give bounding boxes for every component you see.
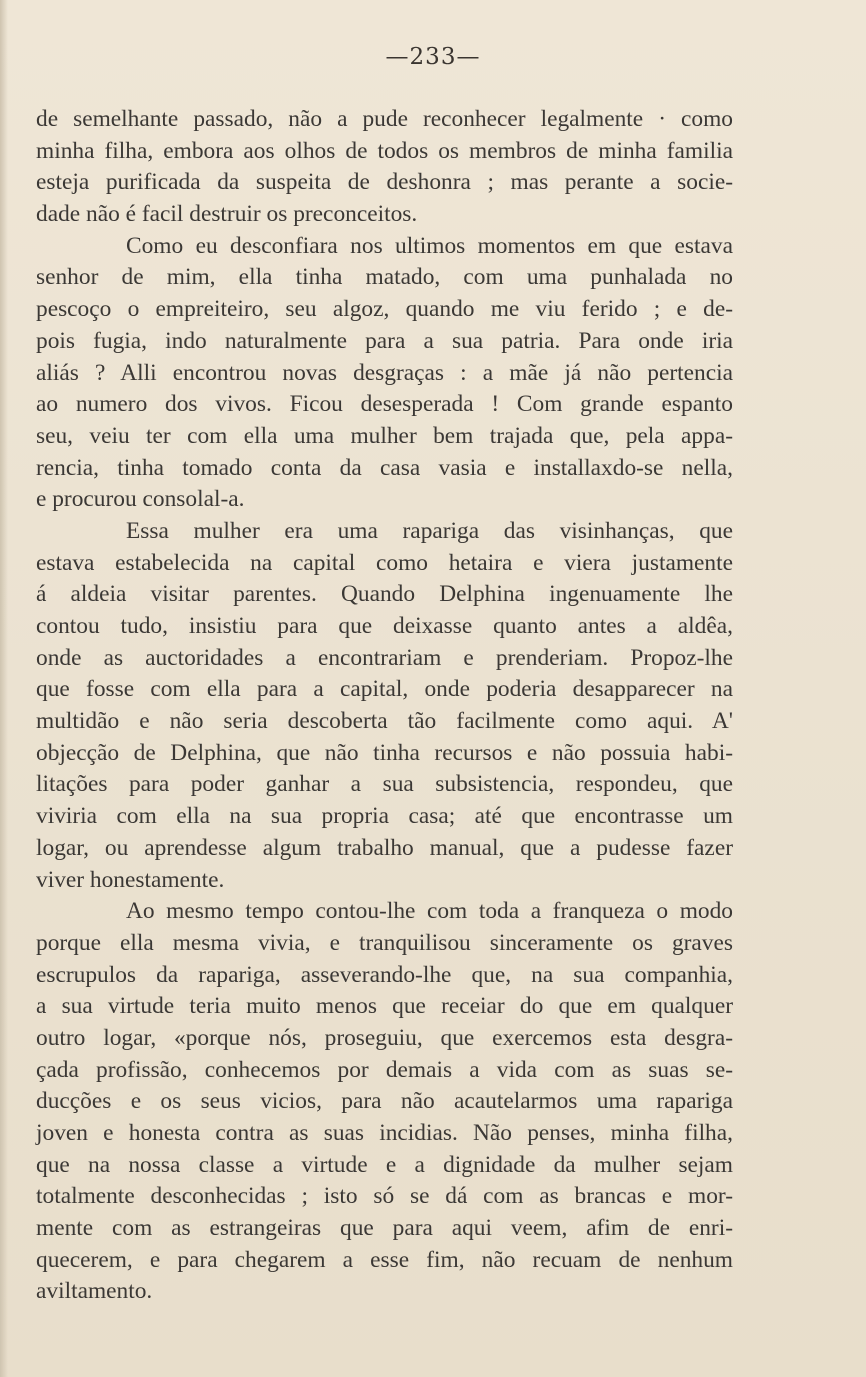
- text-line: porque ella mesma vivia, e tranquilisou sinceramente os graves: [36, 929, 733, 956]
- text-line: quecerem, e para chegarem a esse fim, não recuam de nenhum: [36, 1246, 733, 1273]
- text-line: mente com as estrangeiras que para aqui veem, afim de enri-: [36, 1215, 733, 1242]
- text-line: dade não é facil destruir os preconceitos.: [36, 201, 418, 228]
- text-line: Como eu desconfiara nos ultimos momentos em que estava: [126, 232, 733, 259]
- body-text: [36, 104, 733, 1308]
- text-line: escrupulos da rapariga, asseverando-lhe que, na sua companhia,: [36, 961, 733, 988]
- text-line: de semelhante passado, não a pude reconhecer legalmente · como: [36, 106, 733, 132]
- text-line: totalmente desconhecidas ; isto só se dá com as brancas e mor-: [36, 1183, 733, 1210]
- text-line: contou tudo, insistiu para que deixasse quanto antes a aldêa,: [36, 613, 733, 639]
- text-line: ducções e os seus vicios, para não acautelarmos uma rapariga: [36, 1088, 733, 1115]
- page-number: —233—: [385, 44, 481, 70]
- text-line: a sua virtude teria muito menos que receiar do que em qualquer: [36, 993, 733, 1020]
- text-line: viver honestamente.: [36, 866, 225, 893]
- page-edge-shadow: [0, 0, 8, 1377]
- text-line: çada profissão, conhecemos por demais a vida com as suas se-: [36, 1056, 733, 1083]
- text-line: multidão e não seria descoberta tão facilmente como aqui. A': [36, 708, 733, 735]
- text-line: estava estabelecida na capital como hetaira e viera justamente: [36, 549, 733, 576]
- text-line: outro logar, «porque nós, proseguiu, que exercemos esta desgra-: [36, 1024, 733, 1051]
- text-line: objecção de Delphina, que não tinha recursos e não possuia habi-: [36, 739, 733, 766]
- text-line: logar, ou aprendesse algum trabalho manual, que a pudesse fazer: [36, 834, 733, 861]
- text-line: onde as auctoridades a encontrariam e prenderiam. Propoz-lhe: [36, 644, 733, 671]
- text-line: esteja purificada da suspeita de deshonra ; mas perante a socie-: [36, 169, 733, 196]
- text-line: e procurou consolal-a.: [36, 486, 245, 513]
- text-line: pois fugia, indo naturalmente para a sua patria. Para onde iria: [36, 327, 733, 354]
- text-line: Ao mesmo tempo contou-lhe com toda a franqueza o modo: [126, 898, 733, 925]
- text-line: aviltamento.: [36, 1278, 153, 1305]
- text-line: que na nossa classe a virtude e a dignidade da mulher sejam: [36, 1151, 733, 1178]
- text-line: viviria com ella na sua propria casa; até que encontrasse um: [36, 803, 733, 830]
- text-line: rencia, tinha tomado conta da casa vasia e installaxdo-se nella,: [36, 454, 733, 481]
- text-line: á aldeia visitar parentes. Quando Delphina ingenuamente lhe: [36, 581, 733, 608]
- text-line: que fosse com ella para a capital, onde poderia desapparecer na: [36, 676, 733, 703]
- text-line: minha filha, embora aos olhos de todos os membros de minha familia: [36, 137, 733, 164]
- text-line: ao numero dos vivos. Ficou desesperada ! Com grande espanto: [36, 391, 733, 418]
- text-line: litações para poder ganhar a sua subsistencia, respondeu, que: [36, 771, 733, 798]
- text-line: joven e honesta contra as suas incidias. Não penses, minha filha,: [36, 1120, 733, 1146]
- text-line: aliás ? Alli encontrou novas desgraças : a mãe já não pertencia: [36, 359, 733, 386]
- text-line: senhor de mim, ella tinha matado, com uma punhalada no: [36, 264, 733, 291]
- text-line: Essa mulher era uma rapariga das visinhanças, que: [126, 517, 733, 544]
- text-line: seu, veiu ter com ella uma mulher bem trajada que, pela appa-: [36, 422, 733, 449]
- text-line: pescoço o empreiteiro, seu algoz, quando me viu ferido ; e de-: [36, 296, 733, 323]
